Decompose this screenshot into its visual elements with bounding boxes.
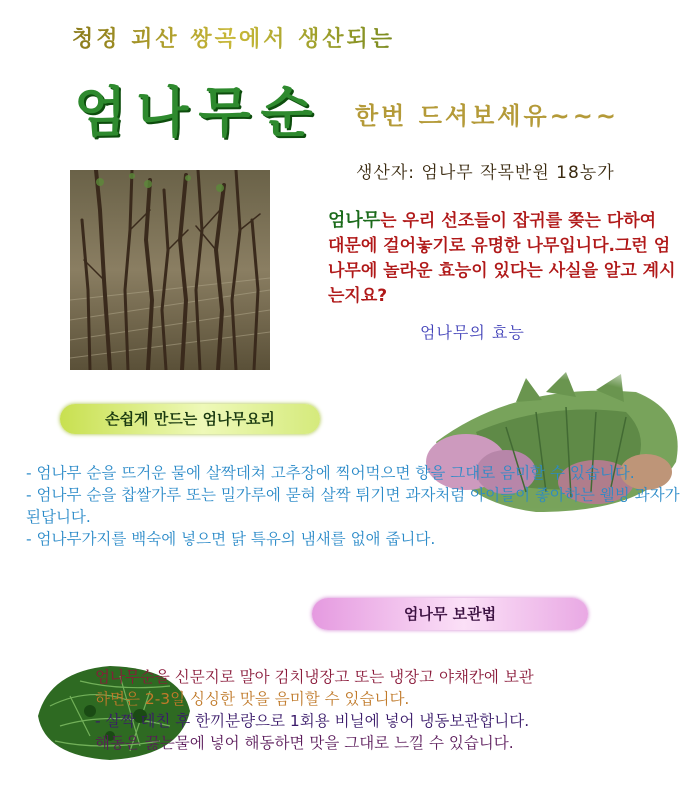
storage-section-heading [312,598,588,630]
recipe-heading-label: 손쉽게 만드는 엄나무요리 [105,410,275,428]
storage-item: - 살짝 데친 후 한끼분량으로 1회용 비닐에 넣어 냉동보관합니다. [95,712,530,730]
recipe-section-heading [60,404,320,434]
producer-info: 생산자: 엄나무 작목반원 18농가 [356,163,615,183]
efficacy-link[interactable]: 엄나무의 효능 [420,323,525,342]
storage-item: 하면은 2-3일 싱싱한 맛을 음미할 수 있습니다. [95,690,410,708]
storage-item: 엄나무순을 신문지로 말아 김치냉장고 또는 냉장고 야채칸에 보관 [95,668,534,686]
page-tagline: 한번 드셔보세유~~~ [355,102,619,130]
intro-paragraph [328,208,678,309]
storage-list [95,666,695,754]
recipe-list [26,462,696,550]
recipe-item: - 엄나무가지를 백숙에 넣으면 닭 특유의 냄새를 없애 줍니다. [26,530,436,548]
recipe-item: - 엄나무 순을 찹쌀가루 또는 밀가루에 묻혀 살짝 튀기면 과자처럼 아이들이 좋아하는 웰빙 과자가 된답니다. [26,486,680,526]
recipe-item: - 엄나무 순을 뜨거운 물에 살짝데쳐 고추장에 찍어먹으면 향을 그대로 음미할 수 있습니다. [26,464,635,482]
page-title: 엄나무순 [74,81,323,144]
page-subtitle: 청정 괴산 쌍곡에서 생산되는 [72,22,395,53]
eomnamu-tree-image [70,170,270,370]
intro-text: 는 우리 선조들이 잡귀를 쫒는 다하여 대문에 걸어놓기로 유명한 나무입니다.그런 엄나무에 놀라운 효능이 있다는 사실을 알고 계시는지요? [328,211,676,306]
intro-lead: 엄나무 [328,210,381,231]
storage-item: 해동은 끓는물에 넣어 해동하면 맛을 그대로 느낄 수 있습니다. [95,734,514,752]
storage-heading-label: 엄나무 보관법 [403,605,497,623]
